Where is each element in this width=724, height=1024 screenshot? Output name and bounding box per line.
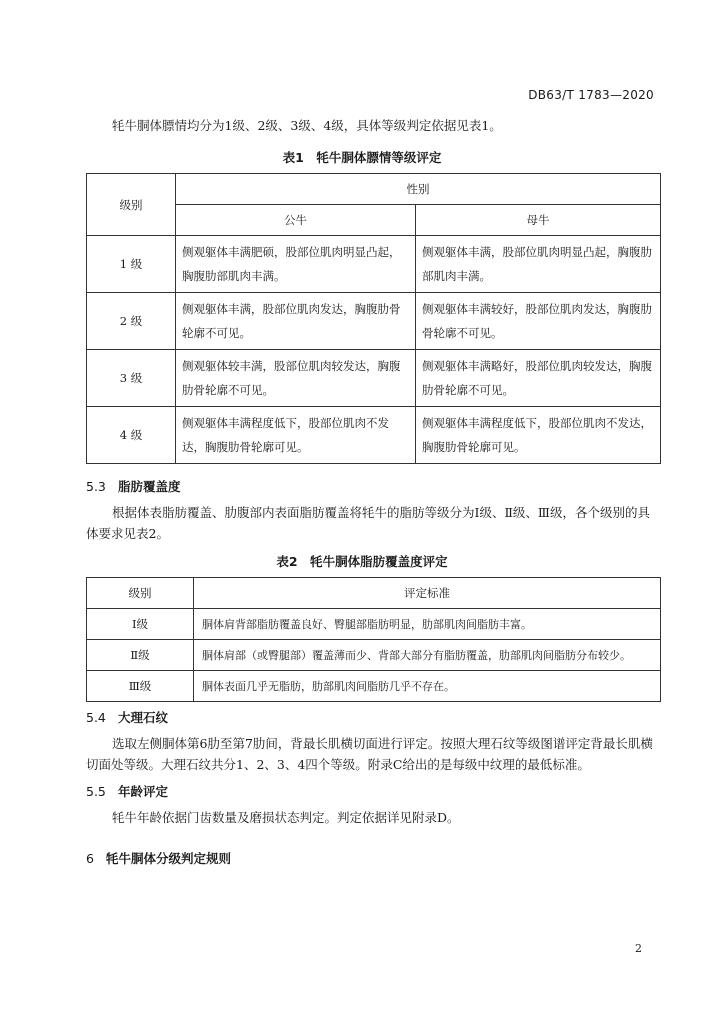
level-cell: Ⅰ级	[87, 609, 194, 640]
level-cell: 1 级	[87, 236, 176, 293]
section-title: 大理石纹	[118, 710, 169, 725]
table1-header-female: 母牛	[416, 205, 661, 236]
table1-caption: 表1 牦牛胴体膘情等级评定	[282, 150, 442, 165]
table2-header-level: 级别	[87, 578, 194, 609]
table-row	[87, 671, 661, 702]
female-description: 侧观躯体丰满略好，股部位肌肉较发达，胸腹肋骨轮廓不可见。	[416, 350, 661, 407]
section-6-heading	[86, 849, 231, 867]
section-number: 5.4	[86, 710, 106, 725]
level-cell: Ⅲ级	[87, 671, 194, 702]
criteria-cell: 胴体表面几乎无脂肪，肋部肌肉间脂肪几乎不存在。	[194, 671, 661, 702]
section-number: 6	[86, 851, 94, 866]
table1-header-sex: 性别	[176, 174, 661, 205]
section-number: 5.5	[86, 784, 106, 799]
table-row	[87, 293, 661, 350]
section-5-5-heading	[86, 782, 168, 800]
section-title: 年龄评定	[118, 784, 169, 799]
section-number: 5.3	[86, 479, 106, 494]
section-5-4-text: 选取左侧胴体第6肋至第7肋间，背最长肌横切面进行评定。按照大理石纹等级图谱评定背最长肌横切面处等级。大理石纹共分1、2、3、4四个等级。附录C给出的是每级中纹理的最低标准。	[86, 736, 653, 772]
table1-header-male: 公牛	[176, 205, 416, 236]
page-number: 2	[635, 942, 642, 955]
section-5-5-text: 牦牛年龄依据门齿数量及磨损状态判定。判定依据详见附录D。	[112, 810, 460, 825]
table-row	[87, 407, 661, 464]
male-description: 侧观躯体丰满程度低下，股部位肌肉不发达，胸腹肋骨轮廓可见。	[176, 407, 416, 464]
table2-caption: 表2 牦牛胴体脂肪覆盖度评定	[276, 554, 448, 569]
intro-paragraph: 牦牛胴体膘情均分为1级、2级、3级、4级，具体等级判定依据见表1。	[112, 118, 502, 133]
male-description: 侧观躯体较丰满，股部位肌肉较发达，胸腹肋骨轮廓不可见。	[176, 350, 416, 407]
table1-header-level: 级别	[87, 174, 176, 236]
table-row	[87, 609, 661, 640]
female-description: 侧观躯体丰满较好，股部位肌肉发达，胸腹肋骨轮廓不可见。	[416, 293, 661, 350]
section-5-4-heading	[86, 708, 168, 726]
male-description: 侧观躯体丰满肥硕，股部位肌肉明显凸起，胸腹肋部肌肉丰满。	[176, 236, 416, 293]
section-5-3-heading	[86, 477, 181, 495]
table-row	[87, 350, 661, 407]
level-cell: 3 级	[87, 350, 176, 407]
level-cell: 4 级	[87, 407, 176, 464]
table-row	[87, 236, 661, 293]
table2-header-criteria: 评定标准	[194, 578, 661, 609]
level-cell: Ⅱ级	[87, 640, 194, 671]
criteria-cell: 胴体肩背部脂肪覆盖良好、臀腿部脂肪明显，肋部肌肉间脂肪丰富。	[194, 609, 661, 640]
table2	[86, 577, 661, 702]
section-title: 脂肪覆盖度	[118, 479, 181, 494]
female-description: 侧观躯体丰满程度低下，股部位肌肉不发达，胸腹肋骨轮廓可见。	[416, 407, 661, 464]
female-description: 侧观躯体丰满，股部位肌肉明显凸起，胸腹肋部肌肉丰满。	[416, 236, 661, 293]
table-row	[87, 640, 661, 671]
section-5-3-text: 根据体表脂肪覆盖、肋腹部内表面脂肪覆盖将牦牛的脂肪等级分为Ⅰ级、Ⅱ级、Ⅲ级，各个级别的具体要求见表2。	[86, 505, 650, 541]
male-description: 侧观躯体丰满，股部位肌肉发达，胸腹肋骨轮廓不可见。	[176, 293, 416, 350]
table1	[86, 173, 661, 464]
level-cell: 2 级	[87, 293, 176, 350]
section-title: 牦牛胴体分级判定规则	[106, 851, 232, 866]
document-number: DB63/T 1783—2020	[528, 88, 654, 102]
criteria-cell: 胴体肩部（或臀腿部）覆盖薄而少、背部大部分有脂肪覆盖，肋部肌肉间脂肪分布较少。	[194, 640, 661, 671]
